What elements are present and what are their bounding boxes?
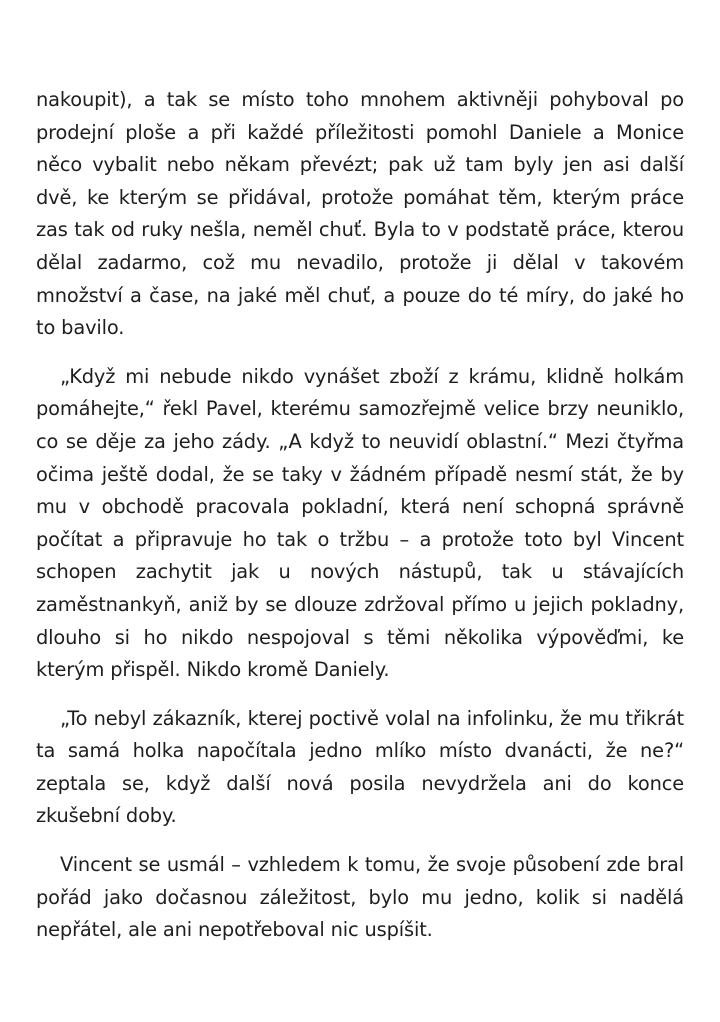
paragraph-1: nakoupit), a tak se místo toho mnohem aktivněji pohyboval po prodejní ploše a při každé příležitosti pomohl Daniele a Monice něco vybalit nebo někam převézt; pak už tam byly jen asi další dvě, ke kterým se přidával, protože pomáhat těm, kterým práce zas tak od ruky nešla, neměl chuť. Byla to v podstatě práce, kterou dělal zadarmo, což mu nevadilo, protože ji dělal v takovém množství a čase, na jaké měl chuť, a pouze do té míry, do jaké ho to bavilo. <box>36 88 684 340</box>
book-page <box>36 84 684 963</box>
paragraph-3: „To nebyl zákazník, kterej poctivě volal na infolinku, že mu třikrát ta samá holka napočítala jedno mlíko místo dvanácti, že ne?“ zeptala se, když další nová posila nevydržela ani do konce zkušební doby. <box>36 706 684 828</box>
paragraph-4: Vincent se usmál – vzhledem k tomu, že svoje působení zde bral pořád jako dočasnou záležitost, bylo mu jedno, kolik si nadělá nepřátel, ale ani nepotřeboval nic uspíšit. <box>36 853 684 942</box>
paragraph-2: „Když mi nebude nikdo vynášet zboží z krámu, klidně holkám pomáhejte,“ řekl Pavel, kterému samozřejmě velice brzy neuniklo, co se děje za jeho zády. „A když to neuvidí oblastní.“ Mezi čtyřma očima ještě dodal, že se taky v žádném případě nesmí stát, že by mu v obchodě pracovala pokladní, která není schopná správně počítat a připravuje ho tak o tržbu – a protože toto byl Vincent schopen zachytit jak u nových nástupů, tak u stávajících zaměstnankyň, aniž by se dlouze zdržoval přímo u jejich pokladny, dlouho si ho nikdo nespojoval s těmi několika výpověďmi, ke kterým přispěl. Nikdo kromě Daniely. <box>36 364 684 682</box>
